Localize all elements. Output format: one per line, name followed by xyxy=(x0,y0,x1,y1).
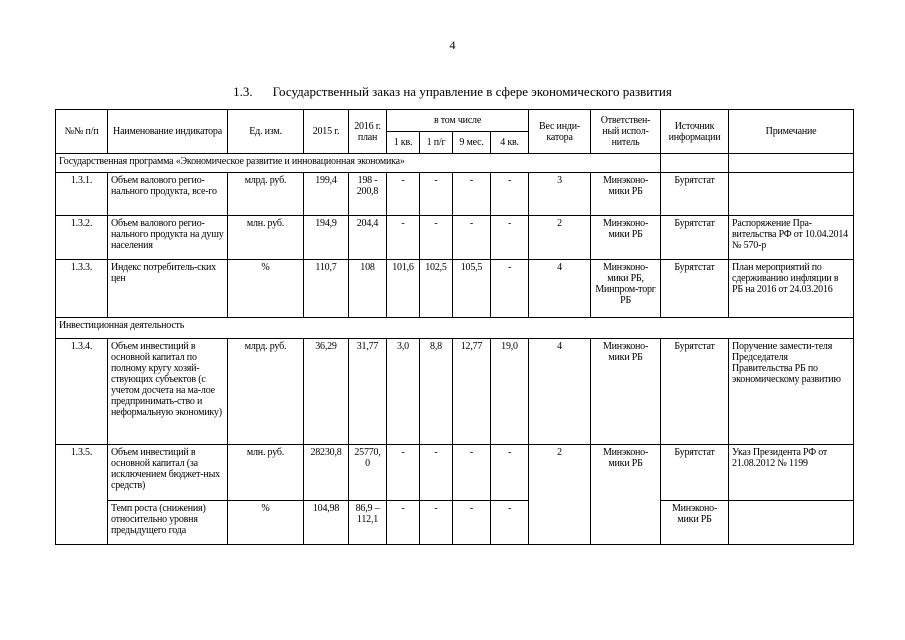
row-num: 1.3.2. xyxy=(56,216,108,260)
row-9m: 105,5 xyxy=(453,260,491,318)
row-responsible: Минэконо-мики РБ xyxy=(591,445,661,545)
row-weight: 3 xyxy=(529,173,591,216)
row-name: Объем инвестиций в основной капитал (за исключением бюджет-ных средств) xyxy=(108,445,228,501)
row-source: Бурятстат xyxy=(661,173,729,216)
row-num: 1.3.4. xyxy=(56,339,108,445)
header-weight: Вес инди-катора xyxy=(529,110,591,154)
section-title-text: Государственный заказ на управление в сфере экономического развития xyxy=(272,84,672,99)
row-name: Объем валового регио-нального продукта, все-го xyxy=(108,173,228,216)
row-q4: 19,0 xyxy=(491,339,529,445)
header-2016: 2016 г. план xyxy=(349,110,387,154)
row-2015: 104,98 xyxy=(304,501,349,545)
table-row xyxy=(56,216,854,260)
row-num: 1.3.1. xyxy=(56,173,108,216)
section-label: Инвестиционная деятельность xyxy=(56,318,854,339)
header-q1: 1 кв. xyxy=(387,132,420,154)
header-h1: 1 п/г xyxy=(420,132,453,154)
row-weight: 4 xyxy=(529,260,591,318)
row-q4: - xyxy=(491,260,529,318)
row-weight: 2 xyxy=(529,216,591,260)
row-unit: млрд. руб. xyxy=(228,173,304,216)
table-row xyxy=(56,339,854,445)
row-q4: - xyxy=(491,445,529,501)
header-q4: 4 кв. xyxy=(491,132,529,154)
section-row xyxy=(56,154,854,173)
table-row xyxy=(56,173,854,216)
header-num: №№ п/п xyxy=(56,110,108,154)
row-note: Указ Президента РФ от 21.08.2012 № 1199 xyxy=(729,445,854,501)
row-2015: 28230,8 xyxy=(304,445,349,501)
row-unit: млн. руб. xyxy=(228,216,304,260)
row-2015: 110,7 xyxy=(304,260,349,318)
row-q4: - xyxy=(491,173,529,216)
row-9m: - xyxy=(453,445,491,501)
row-q4: - xyxy=(491,501,529,545)
page-number: 4 xyxy=(449,38,456,52)
row-h1: - xyxy=(420,173,453,216)
indicators-table xyxy=(55,109,854,545)
row-responsible: Минэконо-мики РБ, Минпром-торг РБ xyxy=(591,260,661,318)
section-row xyxy=(56,318,854,339)
section-number: 1.3. xyxy=(233,84,253,99)
header-responsible: Ответствен-ный испол-нитель xyxy=(591,110,661,154)
row-weight: 2 xyxy=(529,445,591,545)
row-num: 1.3.3. xyxy=(56,260,108,318)
row-2016: 86,9 – 112,1 xyxy=(349,501,387,545)
row-9m: 12,77 xyxy=(453,339,491,445)
row-q1: 3,0 xyxy=(387,339,420,445)
row-name: Индекс потребитель-ских цен xyxy=(108,260,228,318)
section-title xyxy=(0,84,905,100)
header-including: в том числе xyxy=(387,110,529,132)
row-2015: 194,9 xyxy=(304,216,349,260)
row-source: Бурятстат xyxy=(661,216,729,260)
table-row xyxy=(56,501,854,545)
row-q1: - xyxy=(387,216,420,260)
row-note: Распоряжение Пра-вительства РФ от 10.04.2014 № 570-р xyxy=(729,216,854,260)
row-2016: 31,77 xyxy=(349,339,387,445)
row-note xyxy=(729,173,854,216)
section-label: Государственная программа «Экономическое развитие и инновационная экономика» xyxy=(56,154,661,173)
row-2016: 25770, 0 xyxy=(349,445,387,501)
row-note: План мероприятий по сдерживанию инфляции в РБ на 2016 от 24.03.2016 xyxy=(729,260,854,318)
row-2016: 108 xyxy=(349,260,387,318)
row-source: Бурятстат xyxy=(661,445,729,501)
row-h1: 102,5 xyxy=(420,260,453,318)
table-row xyxy=(56,445,854,501)
row-q1: - xyxy=(387,445,420,501)
row-h1: 8,8 xyxy=(420,339,453,445)
row-h1: - xyxy=(420,501,453,545)
row-h1: - xyxy=(420,445,453,501)
header-9m: 9 мес. xyxy=(453,132,491,154)
header-2015: 2015 г. xyxy=(304,110,349,154)
row-weight: 4 xyxy=(529,339,591,445)
row-name: Объем валового регио-нального продукта на душу населения xyxy=(108,216,228,260)
row-responsible: Минэконо-мики РБ xyxy=(591,216,661,260)
row-2015: 199,4 xyxy=(304,173,349,216)
row-source: Бурятстат xyxy=(661,260,729,318)
row-h1: - xyxy=(420,216,453,260)
row-q1: 101,6 xyxy=(387,260,420,318)
row-9m: - xyxy=(453,216,491,260)
row-unit: млрд. руб. xyxy=(228,339,304,445)
header-note: Примечание xyxy=(729,110,854,154)
row-2015: 36,29 xyxy=(304,339,349,445)
row-9m: - xyxy=(453,173,491,216)
row-q1: - xyxy=(387,173,420,216)
row-unit: % xyxy=(228,501,304,545)
table-row xyxy=(56,260,854,318)
row-responsible: Минэконо-мики РБ xyxy=(591,173,661,216)
header-unit: Ед. изм. xyxy=(228,110,304,154)
row-name: Темп роста (снижения) относительно уровня предыдущего года xyxy=(108,501,228,545)
row-2016: 198 - 200,8 xyxy=(349,173,387,216)
row-2016: 204,4 xyxy=(349,216,387,260)
row-source: Минэконо-мики РБ xyxy=(661,501,729,545)
row-unit: млн. руб. xyxy=(228,445,304,501)
row-note xyxy=(729,501,854,545)
row-q1: - xyxy=(387,501,420,545)
row-source: Бурятстат xyxy=(661,339,729,445)
row-num: 1.3.5. xyxy=(56,445,108,545)
row-name: Объем инвестиций в основной капитал по полному кругу хозяй-ствующих субъектов (с учетом досчета на ма-лое предпринимать-ство и неформальную экономику) xyxy=(108,339,228,445)
header-name: Наименование индикатора xyxy=(108,110,228,154)
row-responsible: Минэконо-мики РБ xyxy=(591,339,661,445)
row-9m: - xyxy=(453,501,491,545)
row-unit: % xyxy=(228,260,304,318)
row-q4: - xyxy=(491,216,529,260)
header-source: Источник информации xyxy=(661,110,729,154)
row-note: Поручение замести-теля Председателя Правительства РБ по экономическому развитию xyxy=(729,339,854,445)
